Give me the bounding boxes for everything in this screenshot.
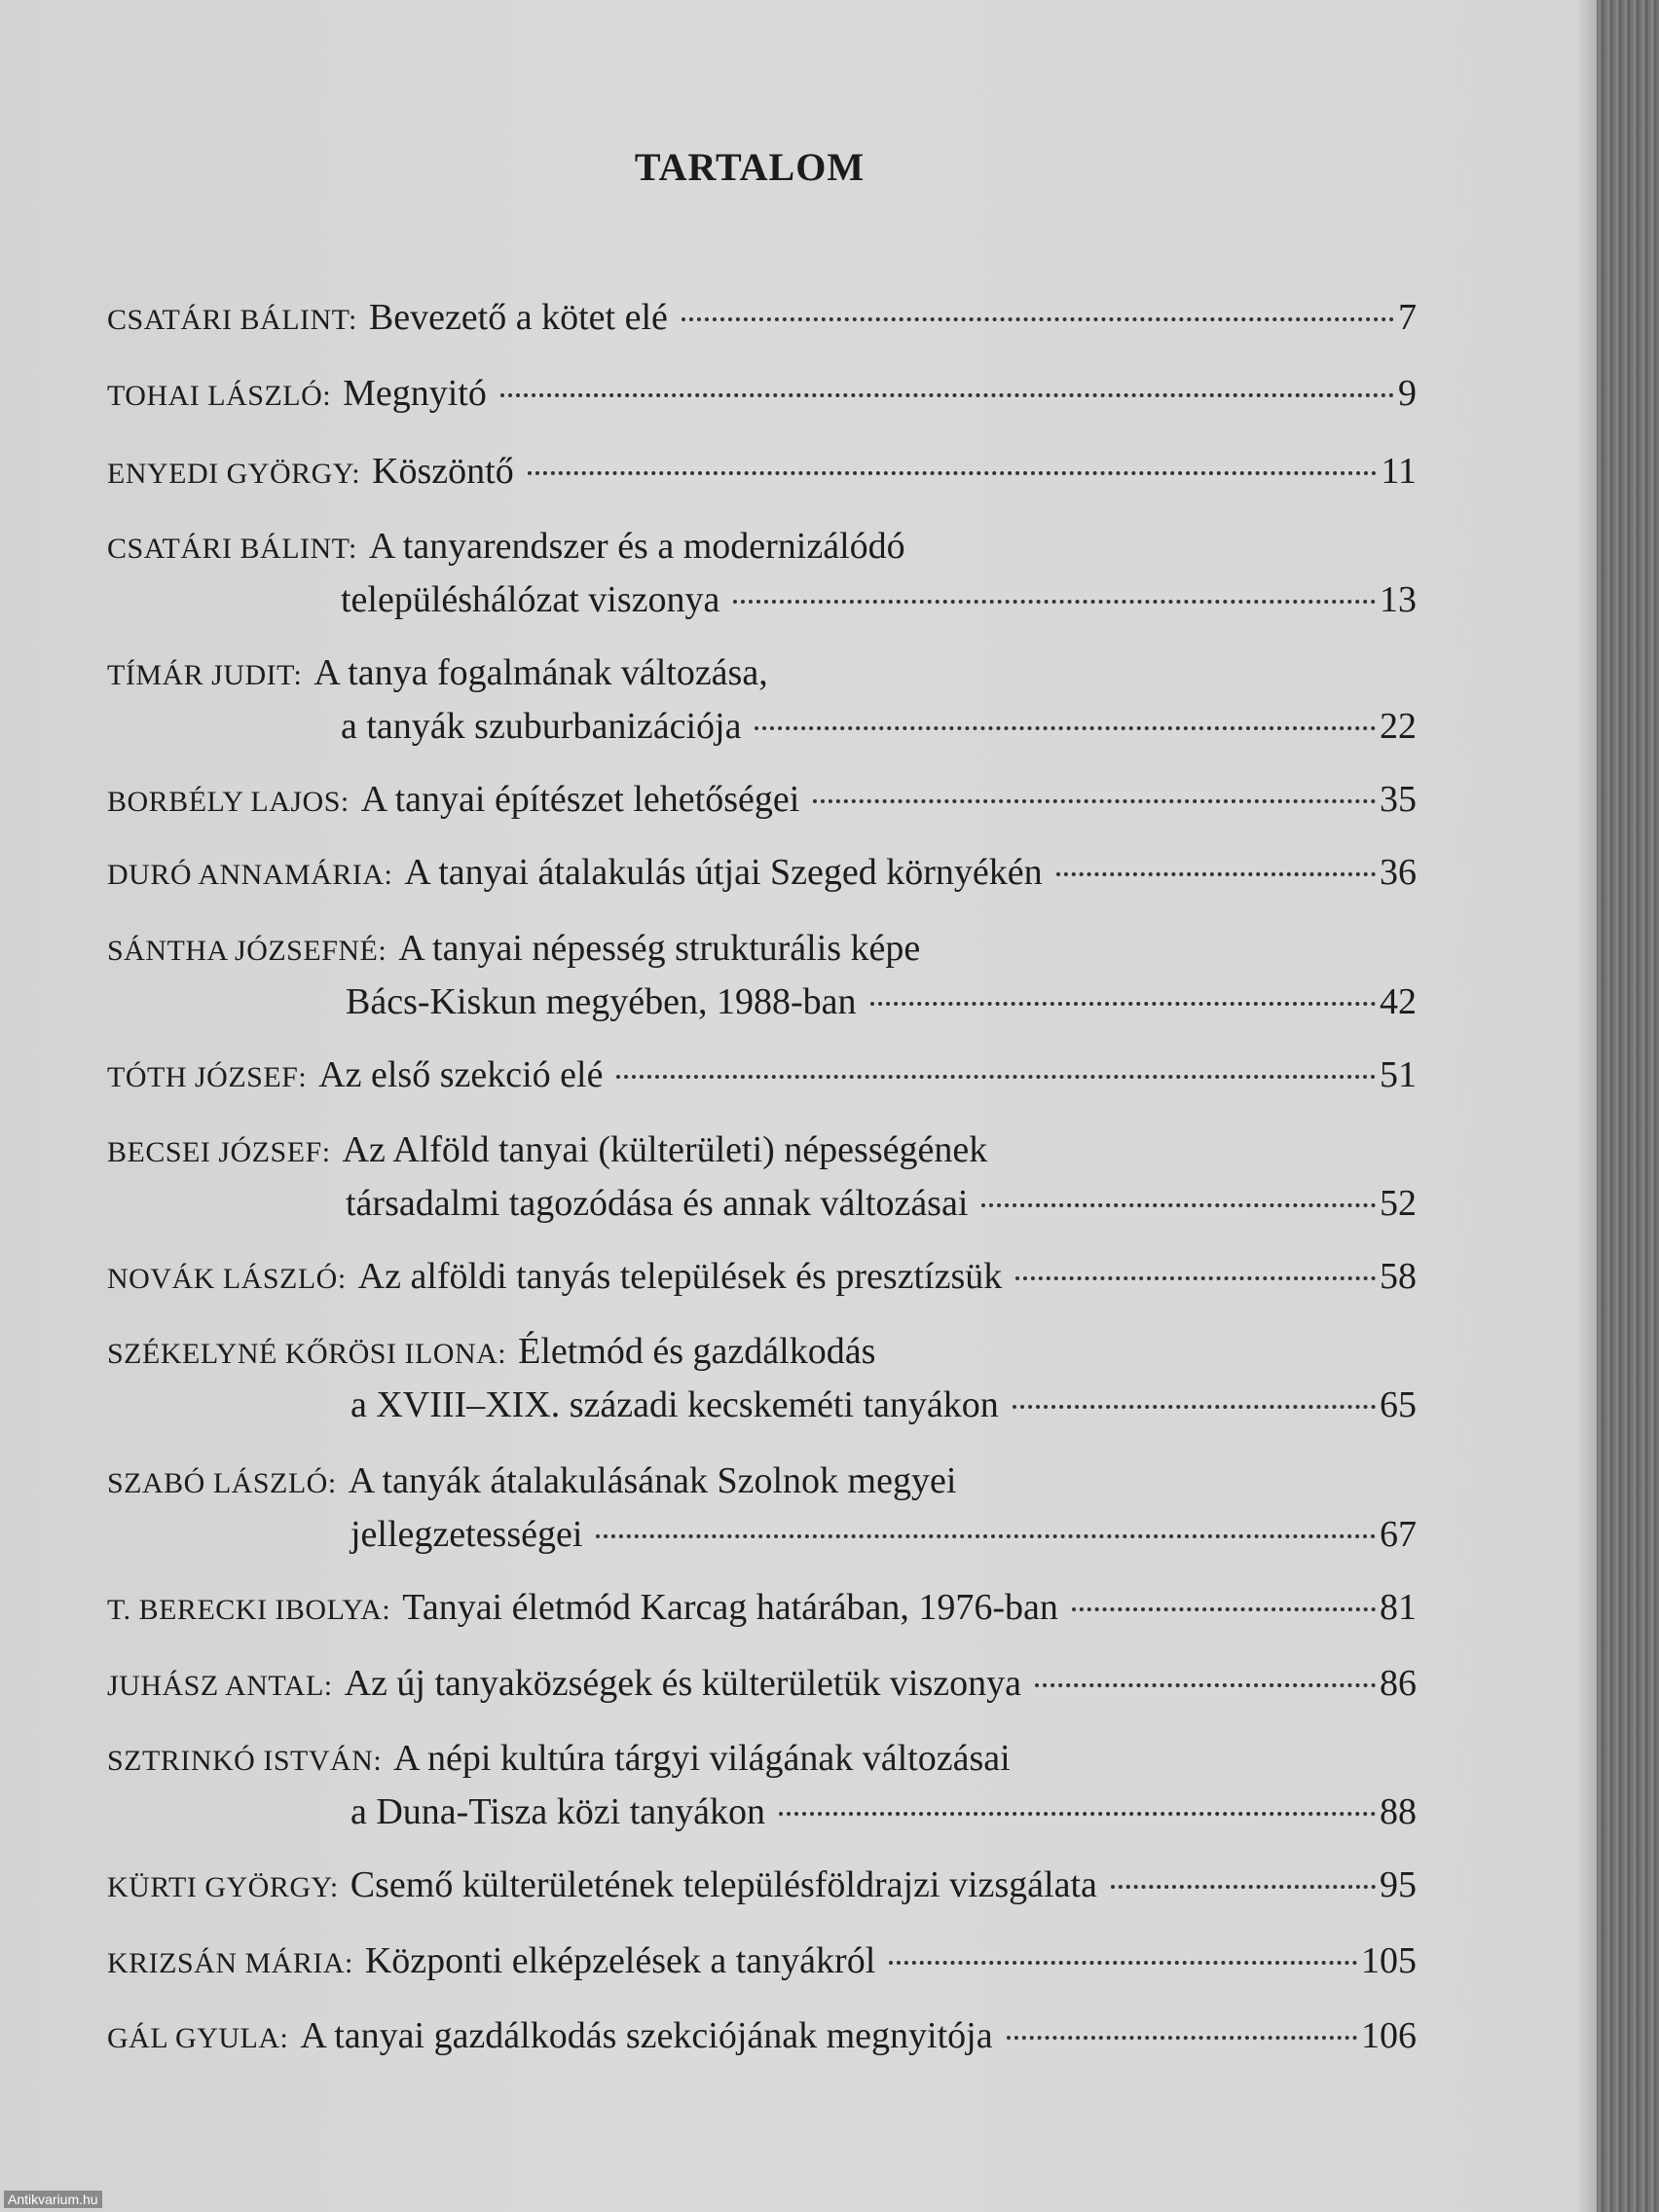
- toc-title-continued: településhálózat viszonya: [341, 579, 720, 620]
- dot-leader: [1056, 872, 1376, 876]
- toc-entry-line: [107, 574, 1417, 625]
- toc-title: Központi elképzelések a tanyákról: [364, 1940, 876, 1981]
- toc-entry: [107, 292, 1417, 346]
- toc-entry-line: [107, 1380, 1417, 1430]
- toc-entry-line: [107, 1658, 1417, 1712]
- toc-entry-line: [107, 1456, 1417, 1509]
- toc-page-number: 35: [1380, 779, 1417, 820]
- toc-title: A tanyai építészet lehetőségei: [360, 779, 800, 820]
- toc-title: Megnyitó: [343, 373, 487, 414]
- toc-entry: [107, 2010, 1417, 2064]
- dot-leader: [596, 1534, 1376, 1538]
- toc-entry-line: [107, 701, 1417, 752]
- toc-entry: [107, 923, 1417, 1027]
- toc-entry: [107, 1326, 1417, 1430]
- toc-entry-line: [107, 1050, 1417, 1103]
- toc-entry-line: [107, 1509, 1417, 1560]
- toc-entry: [107, 521, 1417, 625]
- toc-page-number: 67: [1380, 1514, 1417, 1555]
- toc-page-number: 106: [1361, 2015, 1417, 2056]
- watermark: Antikvarium.hu: [4, 2191, 102, 2208]
- toc-entry: [107, 1860, 1417, 1913]
- toc-entry-line: [107, 923, 1417, 977]
- toc-title: A tanya fogalmának változása,: [313, 652, 768, 693]
- toc-author: BECSEI JÓZSEF:: [107, 1136, 331, 1168]
- toc-page-number: 65: [1380, 1384, 1417, 1425]
- toc-entry: [107, 647, 1417, 752]
- dot-leader: [889, 1961, 1357, 1965]
- toc-entry: [107, 368, 1417, 422]
- dot-leader: [1111, 1885, 1376, 1889]
- toc-entry-line: [107, 521, 1417, 574]
- toc-author: SZABÓ LÁSZLÓ:: [107, 1467, 337, 1499]
- toc-author: JUHÁSZ ANTAL:: [107, 1670, 333, 1702]
- dot-leader: [1007, 2036, 1357, 2040]
- toc-page-number: 42: [1380, 981, 1417, 1022]
- toc-page-number: 81: [1380, 1587, 1417, 1628]
- toc-entry-line: [107, 647, 1417, 701]
- toc-page-number: 13: [1380, 579, 1417, 620]
- toc-entry-line: [107, 1936, 1417, 1989]
- toc-author: KÜRTI GYÖRGY:: [107, 1871, 339, 1903]
- dot-leader: [779, 1812, 1376, 1816]
- toc-entry: [107, 1251, 1417, 1305]
- page-edges: [1597, 0, 1659, 2212]
- toc-author: NOVÁK LÁSZLÓ:: [107, 1263, 347, 1295]
- toc-entry-line: [107, 1787, 1417, 1837]
- dot-leader: [1072, 1607, 1376, 1611]
- toc-title-continued: a tanyák szuburbanizációja: [341, 706, 742, 747]
- toc-author: BORBÉLY LAJOS:: [107, 786, 350, 818]
- dot-leader: [1035, 1683, 1376, 1687]
- toc-page-number: 11: [1381, 451, 1417, 492]
- toc-page-number: 105: [1361, 1940, 1417, 1981]
- toc-title-continued: jellegzetességei: [350, 1514, 583, 1555]
- dot-leader: [682, 317, 1394, 321]
- dot-leader: [813, 799, 1376, 803]
- toc-entry: [107, 1050, 1417, 1103]
- toc-author: T. BERECKI IBOLYA:: [107, 1594, 391, 1626]
- toc-title: A népi kultúra tárgyi világának változásai: [393, 1738, 1011, 1779]
- toc-title: Csemő külterületének településföldrajzi vizsgálata: [350, 1864, 1097, 1905]
- dot-leader: [981, 1203, 1376, 1207]
- toc-title: A tanyák átalakulásának Szolnok megyei: [348, 1460, 957, 1501]
- toc-author: CSATÁRI BÁLINT:: [107, 304, 357, 336]
- dot-leader: [1013, 1405, 1376, 1409]
- toc-page-number: 95: [1380, 1864, 1417, 1905]
- toc-entry-line: [107, 292, 1417, 346]
- toc-title-continued: a Duna-Tisza közi tanyákon: [350, 1791, 765, 1832]
- toc-entry-line: [107, 1733, 1417, 1787]
- toc-title: Az Alföld tanyai (külterületi) népességének: [342, 1129, 988, 1170]
- toc-entry: [107, 774, 1417, 828]
- toc-entry: [107, 446, 1417, 499]
- toc-author: CSATÁRI BÁLINT:: [107, 533, 357, 565]
- toc-author: SÁNTHA JÓZSEFNÉ:: [107, 935, 387, 967]
- toc-author: SZÉKELYNÉ KŐRÖSI ILONA:: [107, 1338, 507, 1370]
- toc-author: ENYEDI GYÖRGY:: [107, 458, 361, 490]
- toc-entry-line: [107, 368, 1417, 422]
- dot-leader: [733, 600, 1376, 604]
- toc-entry: [107, 1456, 1417, 1560]
- toc-page-number: 36: [1380, 852, 1417, 893]
- toc-entry-line: [107, 774, 1417, 828]
- toc-title: A tanyarendszer és a modernizálódó: [368, 526, 905, 567]
- toc-title: Az új tanyaközségek és külterületük viszonya: [344, 1663, 1022, 1704]
- toc-title: A tanyai átalakulás útjai Szeged környékén: [404, 852, 1043, 893]
- toc-entry-line: [107, 2010, 1417, 2064]
- toc-entry-line: [107, 977, 1417, 1027]
- toc-author: TÍMÁR JUDIT:: [107, 659, 303, 691]
- toc-title: A tanyai népesség strukturális képe: [398, 928, 921, 969]
- toc-author: GÁL GYULA:: [107, 2022, 289, 2054]
- toc-title: Az első szekció elé: [318, 1054, 604, 1095]
- dot-leader: [1015, 1276, 1376, 1280]
- toc-entry-line: [107, 1326, 1417, 1380]
- toc-author: KRIZSÁN MÁRIA:: [107, 1947, 353, 1979]
- toc-entry-line: [107, 446, 1417, 499]
- dot-leader: [755, 726, 1376, 730]
- toc-page-number: 52: [1380, 1183, 1417, 1224]
- toc-entry-line: [107, 1124, 1417, 1178]
- toc-page-number: 86: [1380, 1663, 1417, 1704]
- toc-author: TÓTH JÓZSEF:: [107, 1061, 308, 1093]
- toc-entry-line: [107, 1251, 1417, 1305]
- toc-entry-line: [107, 1178, 1417, 1229]
- toc-entry: [107, 847, 1417, 901]
- toc-entry-line: [107, 1582, 1417, 1636]
- toc-entry: [107, 1582, 1417, 1636]
- dot-leader: [528, 471, 1378, 475]
- toc-title-continued: Bács-Kiskun megyében, 1988-ban: [346, 981, 857, 1022]
- toc-entry: [107, 1733, 1417, 1837]
- toc-title: Az alföldi tanyás települések és presztízsük: [357, 1256, 1003, 1297]
- toc-title-continued: a XVIII–XIX. századi kecskeméti tanyákon: [350, 1384, 999, 1425]
- toc-title: A tanyai gazdálkodás szekciójának megnyitója: [300, 2015, 993, 2056]
- page-title: TARTALOM: [634, 145, 866, 189]
- dot-leader: [500, 393, 1394, 397]
- toc-author: SZTRINKÓ ISTVÁN:: [107, 1745, 383, 1777]
- toc-entry: [107, 1658, 1417, 1712]
- toc-page-number: 9: [1398, 373, 1417, 414]
- page-shadow: [1575, 0, 1599, 2212]
- dot-leader: [870, 1002, 1377, 1006]
- toc-title: Bevezető a kötet elé: [368, 297, 668, 338]
- dot-leader: [616, 1075, 1376, 1079]
- toc-page-number: 7: [1398, 297, 1417, 338]
- toc-title: Életmód és gazdálkodás: [518, 1331, 876, 1372]
- toc-title-continued: társadalmi tagozódása és annak változásai: [346, 1183, 969, 1224]
- toc-page-number: 51: [1380, 1054, 1417, 1095]
- toc-page-number: 58: [1380, 1256, 1417, 1297]
- toc-title: Köszöntő: [372, 451, 514, 492]
- toc-entry-line: [107, 847, 1417, 901]
- toc-title: Tanyai életmód Karcag határában, 1976-ban: [402, 1587, 1058, 1628]
- toc-author: DURÓ ANNAMÁRIA:: [107, 859, 393, 891]
- toc-page-number: 22: [1380, 706, 1417, 747]
- toc-entry: [107, 1936, 1417, 1989]
- toc-author: TOHAI LÁSZLÓ:: [107, 380, 332, 412]
- toc-entry-line: [107, 1860, 1417, 1913]
- toc-page-number: 88: [1380, 1791, 1417, 1832]
- toc-entry: [107, 1124, 1417, 1229]
